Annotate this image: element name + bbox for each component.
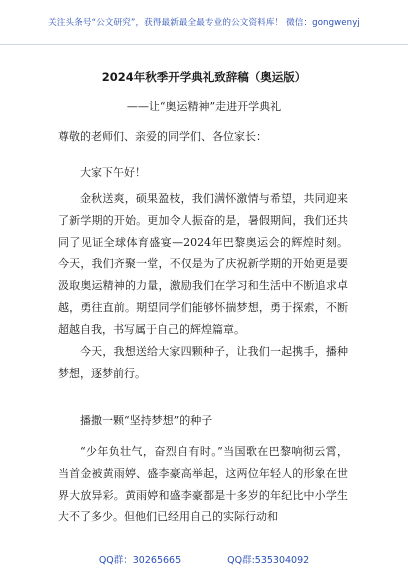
notice-text: 关注头条号“公文研究”，获得最新最全最专业的公文资料库！ 微信：gongwenyj: [48, 18, 360, 28]
document-title: 2024年秋季开学典礼致辞稿（奥运版）: [101, 70, 307, 84]
section-heading: 播撒一颗“坚持梦想”的种子: [80, 414, 213, 427]
qq-group-1: QQ群：30265665: [98, 555, 182, 566]
paragraph-seeds: 今天，我想送给大家四颗种子，让我们一起携手，播种梦想，逐梦前行。: [58, 345, 348, 380]
top-notice-banner: [0, 0, 408, 45]
footer-contact: [0, 552, 408, 580]
qq-group-2: QQ群:535304092: [227, 555, 310, 566]
salutation: 尊敬的老师们、亲爱的同学们、各位家长：: [58, 130, 267, 143]
greeting: 大家下午好！: [80, 166, 146, 179]
paragraph-olympics: “少年负壮气，奋烈自有时。”当国歌在巴黎响彻云霄，当首金被黄雨婷、盛李豪高举起，这两位年轻人的形象在世界大放异彩。黄雨婷和盛李豪都是十多岁的年纪比中小学生大不了多少。但他们已经用自己的实际行动和: [58, 445, 348, 524]
document-subtitle: ——让“奥运精神”走进开学典礼: [126, 100, 282, 113]
paragraph-opening: 金秋送爽，硕果盈枝，我们满怀激情与希望，共同迎来了新学期的开始。更加令人振奋的是，暑假期间，我们还共同了见证全球体育盛宴—2024年巴黎奥运会的辉煌时刻。今天，我们齐聚一堂，不仅是为了庆祝新学期的开始更是要汲取奥运精神的力量，激励我们在学习和生活中不断追求卓越，勇往直前。期望同学们能够怀揣梦想，勇于探索，不断超越自我，书写属于自己的辉煌篇章。: [58, 192, 348, 336]
